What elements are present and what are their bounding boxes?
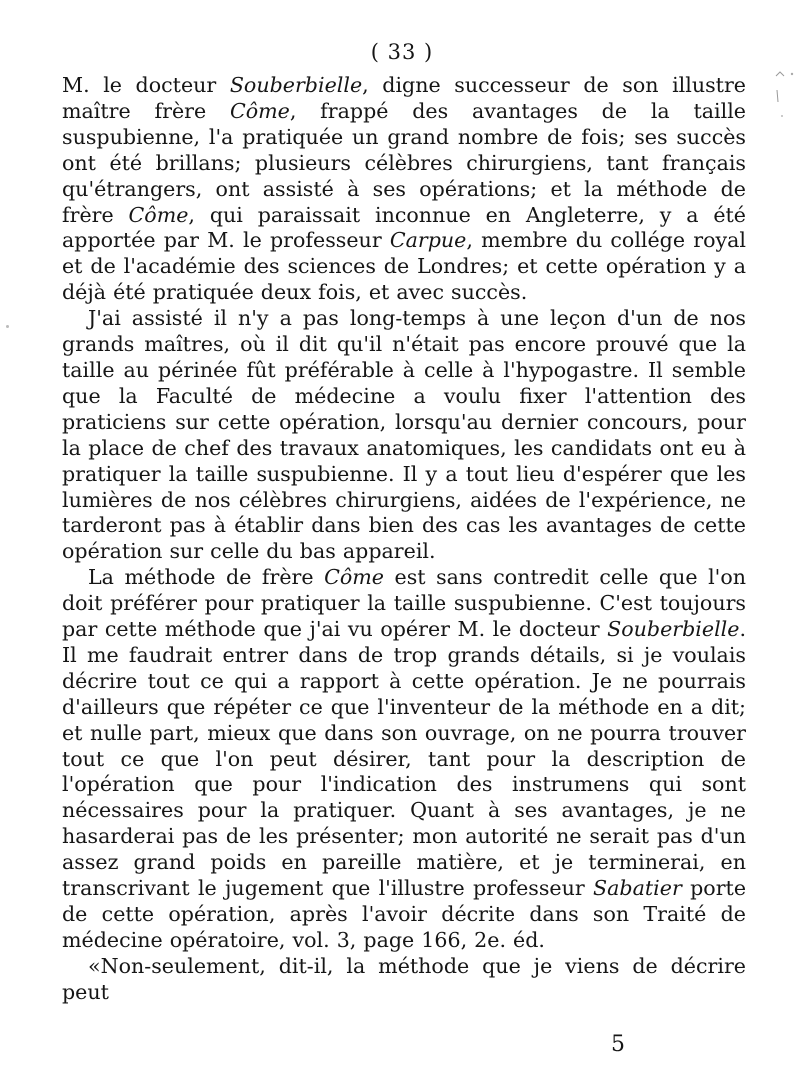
page-number: ( 33 ) — [370, 40, 434, 64]
margin-marks — [768, 62, 798, 132]
paragraph-2: J'ai assisté il n'y a pas long-temps à une leçon d'un de nos grands maîtres, où il dit qu'il n'était pas encore prouvé que la taille au périnée fût préférable à celle à l'hypogastre. Il semble que la Faculté de médecine a voulu fixer l'attention des praticiens sur cette opération, lorsqu'au dernier concours, pour la place de chef des travaux anatomiques, les candidats ont eu à pratiquer la taille suspubienne. Il y a tout lieu d'espérer que les lumières de nos célèbres chirurgiens, aidées de l'expérience, ne tarderont pas à établir dans bien des cas les avantages de cette opération sur celle du bas appareil. — [62, 306, 746, 564]
signature-mark: 5 — [611, 1032, 625, 1057]
paragraph-3 — [62, 565, 746, 954]
paragraph-3-text-1: La méthode de frère — [88, 565, 325, 590]
paragraph-1-text-5: , membre du collége royal et de l'académie des sciences de Londres; et cette opération y a déjà été pratiquée deux fois, et avec succès. — [62, 228, 746, 305]
name-sabatier: Sabatier — [593, 876, 682, 901]
paragraph-3-text-3: . Il me faudrait entrer dans de trop grands détails, si je voulais décrire tout ce qui a rapport à cette opération. Je ne pourrais d'ailleurs que répéter ce que l'inventeur de la méthode en a dit; et nulle part, mieux que dans son ouvrage, on ne pourra trouver tout ce que l'on peut désirer, tant pour la description de l'opération que pour l'indication des instrumens qui sont nécessaires pour la pratiquer. Quant à ses avantages, je ne hasarderai pas de les présenter; mon autorité ne serait pas d'un assez grand poids en pareille matière, et je terminerai, en transcrivant le jugement que l'illustre professeur — [62, 617, 746, 901]
name-souberbielle: Souberbielle — [229, 73, 363, 97]
paragraph-1-text-3: , frappé des avantages de la taille suspubienne, l'a pratiquée un grand nombre de fois; ses succès ont été brillans; plusieurs célèbres chirurgiens, tant français qu'étrangers, ont assisté à ses opérations; et la méthode de frère — [62, 98, 746, 227]
paragraph-3-text-4: porte de cette opération, après l'avoir décrite dans son Traité de médecine opératoire, vol. 3, page 166, 2e. éd. — [62, 876, 747, 952]
body-text — [62, 73, 746, 1006]
margin-stain-graphic — [768, 62, 798, 132]
paragraph-1 — [62, 73, 746, 306]
name-come: Côme — [229, 98, 290, 123]
name-carpue: Carpue — [389, 228, 467, 253]
paragraph-3-text-2: est sans contredit celle que l'on doit préférer pour pratiquer la taille suspubienne. C'est toujours par cette méthode que j'ai vu opérer M. le docteur — [62, 565, 746, 642]
paragraph-1-text-2: , digne successeur de son illustre maître frère — [62, 73, 746, 123]
name-souberbielle: Souberbielle — [607, 617, 740, 642]
paragraph-1-text-4: , qui paraissait inconnue en Angleterre, y a été apportée par M. le professeur — [62, 202, 746, 253]
name-come: Côme — [128, 202, 189, 227]
paragraph-1-text-1: M. le docteur — [62, 73, 230, 97]
name-come: Côme — [324, 565, 384, 590]
quotation-start: «Non-seulement, dit-il, la méthode que je viens de décrire peut — [62, 953, 746, 1004]
edge-speck — [6, 325, 9, 328]
